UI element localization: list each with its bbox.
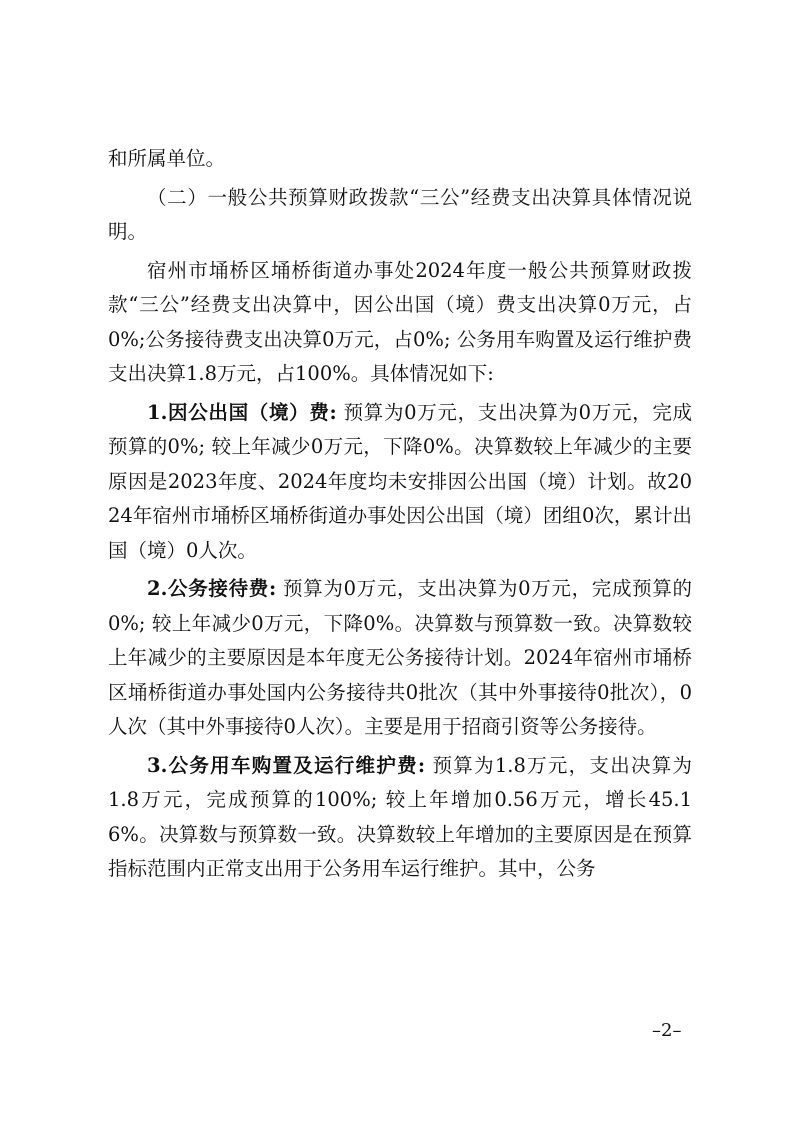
paragraph-continuation: 和所属单位。 — [108, 147, 226, 170]
text-official-vehicle: 预算为1.8万元，支出决算为 1.8万元，完成预算的100%; 较上年增加0.56万元，增长45.16%。决算数与预算数一致。决算数较上年增加的主要原因是在预算指标范围内正常支出用于公务用车运行维护。其中，公务 — [108, 753, 712, 880]
section-heading-three-public-expenses: （二）一般公共预算财政拨款“三公”经费支出决算具体情况说明。 — [108, 185, 692, 243]
paragraph-official-vehicle — [108, 749, 712, 887]
paragraph-overseas-travel — [108, 396, 692, 569]
paragraph-official-reception — [108, 572, 692, 745]
document-body — [108, 142, 712, 887]
paragraph-summary: 宿州市埇桥区埇桥街道办事处2024年度一般公共预算财政拨款“三公”经费支出决算中，因公出国（境）费支出决算0万元，占0%;公务接待费支出决算0万元，占0%; 公务用车购置及运行维护费支出决算1.8万元，占100%。具体情况如下: — [108, 258, 692, 385]
heading-overseas-travel: 1.因公出国（境）费: — [147, 400, 337, 424]
page-number: –2– — [652, 1020, 682, 1041]
text-overseas-travel: 预算为0万元，支出决算为0万元，完成预算的0%; 较上年减少0万元，下降0%。决算数较上年减少的主要原因是2023年度、2024年度均未安排因公出国（境）计划。故2024年宿州市埇桥区埇桥街道办事处因公出国（境）团组0次，累计出国（境）0人次。 — [108, 400, 692, 562]
heading-official-reception: 2.公务接待费: — [147, 577, 277, 600]
heading-official-vehicle: 3.公务用车购置及运行维护费: — [147, 753, 426, 777]
text-official-reception: 预算为0万元，支出决算为0万元，完成预算的0%; 较上年减少0万元，下降0%。决算数与预算数一致。决算数较上年减少的主要原因是本年度无公务接待计划。2024年宿州市埇桥区埇桥街道办事处国内公务接待共0批次（其中外事接待0批次），0人次（其中外事接待0人次）。主要是用于招商引资等公务接待。 — [108, 577, 692, 738]
